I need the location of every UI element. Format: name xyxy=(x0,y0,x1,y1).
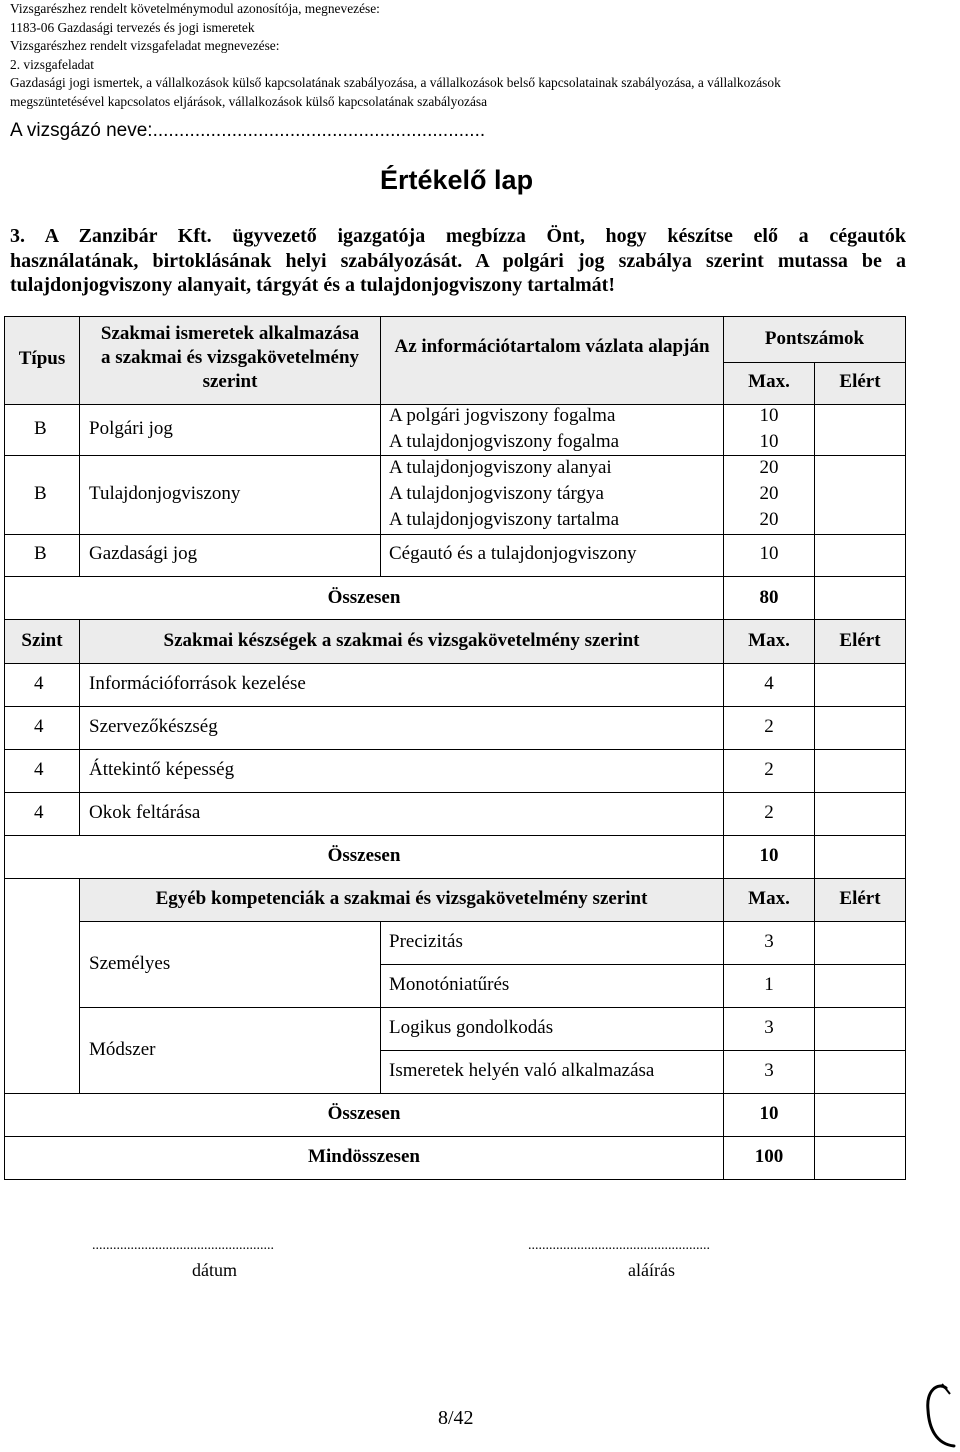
row-item: A tulajdonjogviszony tartalma xyxy=(389,509,620,530)
row-max: 10 xyxy=(759,543,779,564)
table-cell xyxy=(814,964,906,1008)
row-skill: Szervezőkészség xyxy=(89,716,218,737)
table-cell xyxy=(814,404,906,456)
total-label: Összesen xyxy=(327,845,401,866)
row-item: Monotóniatűrés xyxy=(389,974,510,995)
row-max: 2 xyxy=(764,802,774,823)
column-header-max: Max. xyxy=(748,888,790,909)
row-type: B xyxy=(34,543,47,564)
row-item: Ismeretek helyén való alkalmazása xyxy=(389,1060,655,1081)
row-max: 3 xyxy=(764,1060,774,1081)
group-name: Módszer xyxy=(89,1039,156,1060)
header-line: megszüntetésével kapcsolatos eljárások, vállalkozások külső kapcsolatának szabályozása xyxy=(10,93,488,109)
table-cell xyxy=(814,706,906,750)
row-level: 4 xyxy=(34,759,44,780)
row-max: 20 xyxy=(759,457,779,478)
signature-label: aláírás xyxy=(628,1260,675,1280)
signature-line: .................................................... xyxy=(528,1238,710,1253)
task-line: tulajdonjogviszony alanyait, tárgyát és a tulajdonjogviszony tartalmát! xyxy=(10,274,615,296)
row-max: 2 xyxy=(764,716,774,737)
table-cell xyxy=(814,792,906,836)
row-item: A polgári jogviszony fogalma xyxy=(389,405,616,426)
column-header-competencies: Egyéb kompetenciák a szakmai és vizsgakövetelmény szerint xyxy=(155,888,648,909)
row-max: 20 xyxy=(759,509,779,530)
header-line: Vizsgarészhez rendelt követelménymodul azonosítója, megnevezése: xyxy=(10,1,380,16)
page-number: 8/42 xyxy=(438,1407,474,1429)
column-header-achieved: Elért xyxy=(839,888,881,909)
table-cell xyxy=(380,316,724,405)
group-name: Személyes xyxy=(89,953,171,974)
table-cell xyxy=(814,921,906,965)
row-max: 1 xyxy=(764,974,774,995)
row-max: 3 xyxy=(764,931,774,952)
total-value: 10 xyxy=(759,845,779,866)
row-max: 10 xyxy=(759,405,779,426)
table-cell xyxy=(814,663,906,707)
document-header xyxy=(10,0,954,111)
table-cell xyxy=(814,534,906,577)
row-level: 4 xyxy=(34,673,44,694)
total-value: 10 xyxy=(759,1103,779,1124)
row-max: 10 xyxy=(759,431,779,452)
row-item: Precizitás xyxy=(389,931,463,952)
row-item: A tulajdonjogviszony tárgya xyxy=(389,483,604,504)
row-item: A tulajdonjogviszony fogalma xyxy=(389,431,620,452)
candidate-name-field: A vizsgázó neve:............................................................... xyxy=(10,120,486,141)
date-line: .................................................... xyxy=(92,1238,274,1253)
task-line: használatának, birtoklásának helyi szabályozását. A polgári jog szabálya szerint mutassa be a xyxy=(10,249,906,272)
table-cell xyxy=(814,1093,906,1137)
grand-total-label: Mindösszesen xyxy=(308,1146,420,1167)
total-value: 80 xyxy=(759,587,779,608)
grand-total-value: 100 xyxy=(754,1146,784,1167)
row-max: 20 xyxy=(759,483,779,504)
header-line: 2. vizsgafeladat xyxy=(10,56,95,72)
table-cell xyxy=(814,749,906,793)
total-label: Összesen xyxy=(327,587,401,608)
row-max: 3 xyxy=(764,1017,774,1038)
column-header-info: Az információtartalom vázlata alapján xyxy=(394,336,710,357)
row-item: Logikus gondolkodás xyxy=(389,1017,554,1038)
row-topic: Tulajdonjogviszony xyxy=(89,483,241,504)
table-cell xyxy=(814,1136,906,1180)
date-label: dátum xyxy=(192,1260,237,1280)
row-topic: Gazdasági jog xyxy=(89,543,198,564)
page-title: Értékelő lap xyxy=(380,165,534,195)
row-skill: Információforrások kezelése xyxy=(89,673,306,694)
table-cell xyxy=(814,1050,906,1094)
row-type: B xyxy=(34,483,47,504)
table-cell xyxy=(814,835,906,879)
row-level: 4 xyxy=(34,716,44,737)
row-item: Cégautó és a tulajdonjogviszony xyxy=(389,543,637,564)
total-label: Összesen xyxy=(327,1103,401,1124)
row-level: 4 xyxy=(34,802,44,823)
handwritten-mark-icon xyxy=(920,1380,960,1450)
task-description xyxy=(10,224,906,298)
column-header-knowledge: Szakmai ismeretek alkalmazása a szakmai és vizsgakövetelmény szerint xyxy=(100,323,360,392)
column-header-achieved: Elért xyxy=(839,371,881,392)
row-item: A tulajdonjogviszony alanyai xyxy=(389,457,612,478)
table-cell xyxy=(814,576,906,620)
task-line: 3. A Zanzibár Kft. ügyvezető igazgatója megbízza Önt, hogy készítse elő a cégautók xyxy=(10,225,906,247)
row-skill: Áttekintő képesség xyxy=(89,759,235,780)
column-header-level: Szint xyxy=(21,630,63,651)
row-skill: Okok feltárása xyxy=(89,802,201,823)
column-header-skills: Szakmai készségek a szakmai és vizsgakövetelmény szerint xyxy=(163,630,640,651)
row-type: B xyxy=(34,418,47,439)
row-topic: Polgári jog xyxy=(89,418,173,439)
row-max: 2 xyxy=(764,759,774,780)
column-header-points: Pontszámok xyxy=(764,328,865,349)
column-header-max: Max. xyxy=(748,371,790,392)
table-cell xyxy=(814,1007,906,1051)
table-cell xyxy=(4,878,80,1094)
column-header-max: Max. xyxy=(748,630,790,651)
header-line: Vizsgarészhez rendelt vizsgafeladat megnevezése: xyxy=(10,38,280,53)
column-header-type: Típus xyxy=(18,348,66,369)
column-header-achieved: Elért xyxy=(839,630,881,651)
row-max: 4 xyxy=(764,673,774,694)
table-cell xyxy=(814,455,906,535)
header-line: Gazdasági jogi ismertek, a vállalkozások külső kapcsolatának szabályozása, a vállalkozások belső kapcsolatainak szabályozása, a vállalkozások xyxy=(10,75,781,90)
header-line: 1183-06 Gazdasági tervezés és jogi ismeretek xyxy=(10,19,255,35)
